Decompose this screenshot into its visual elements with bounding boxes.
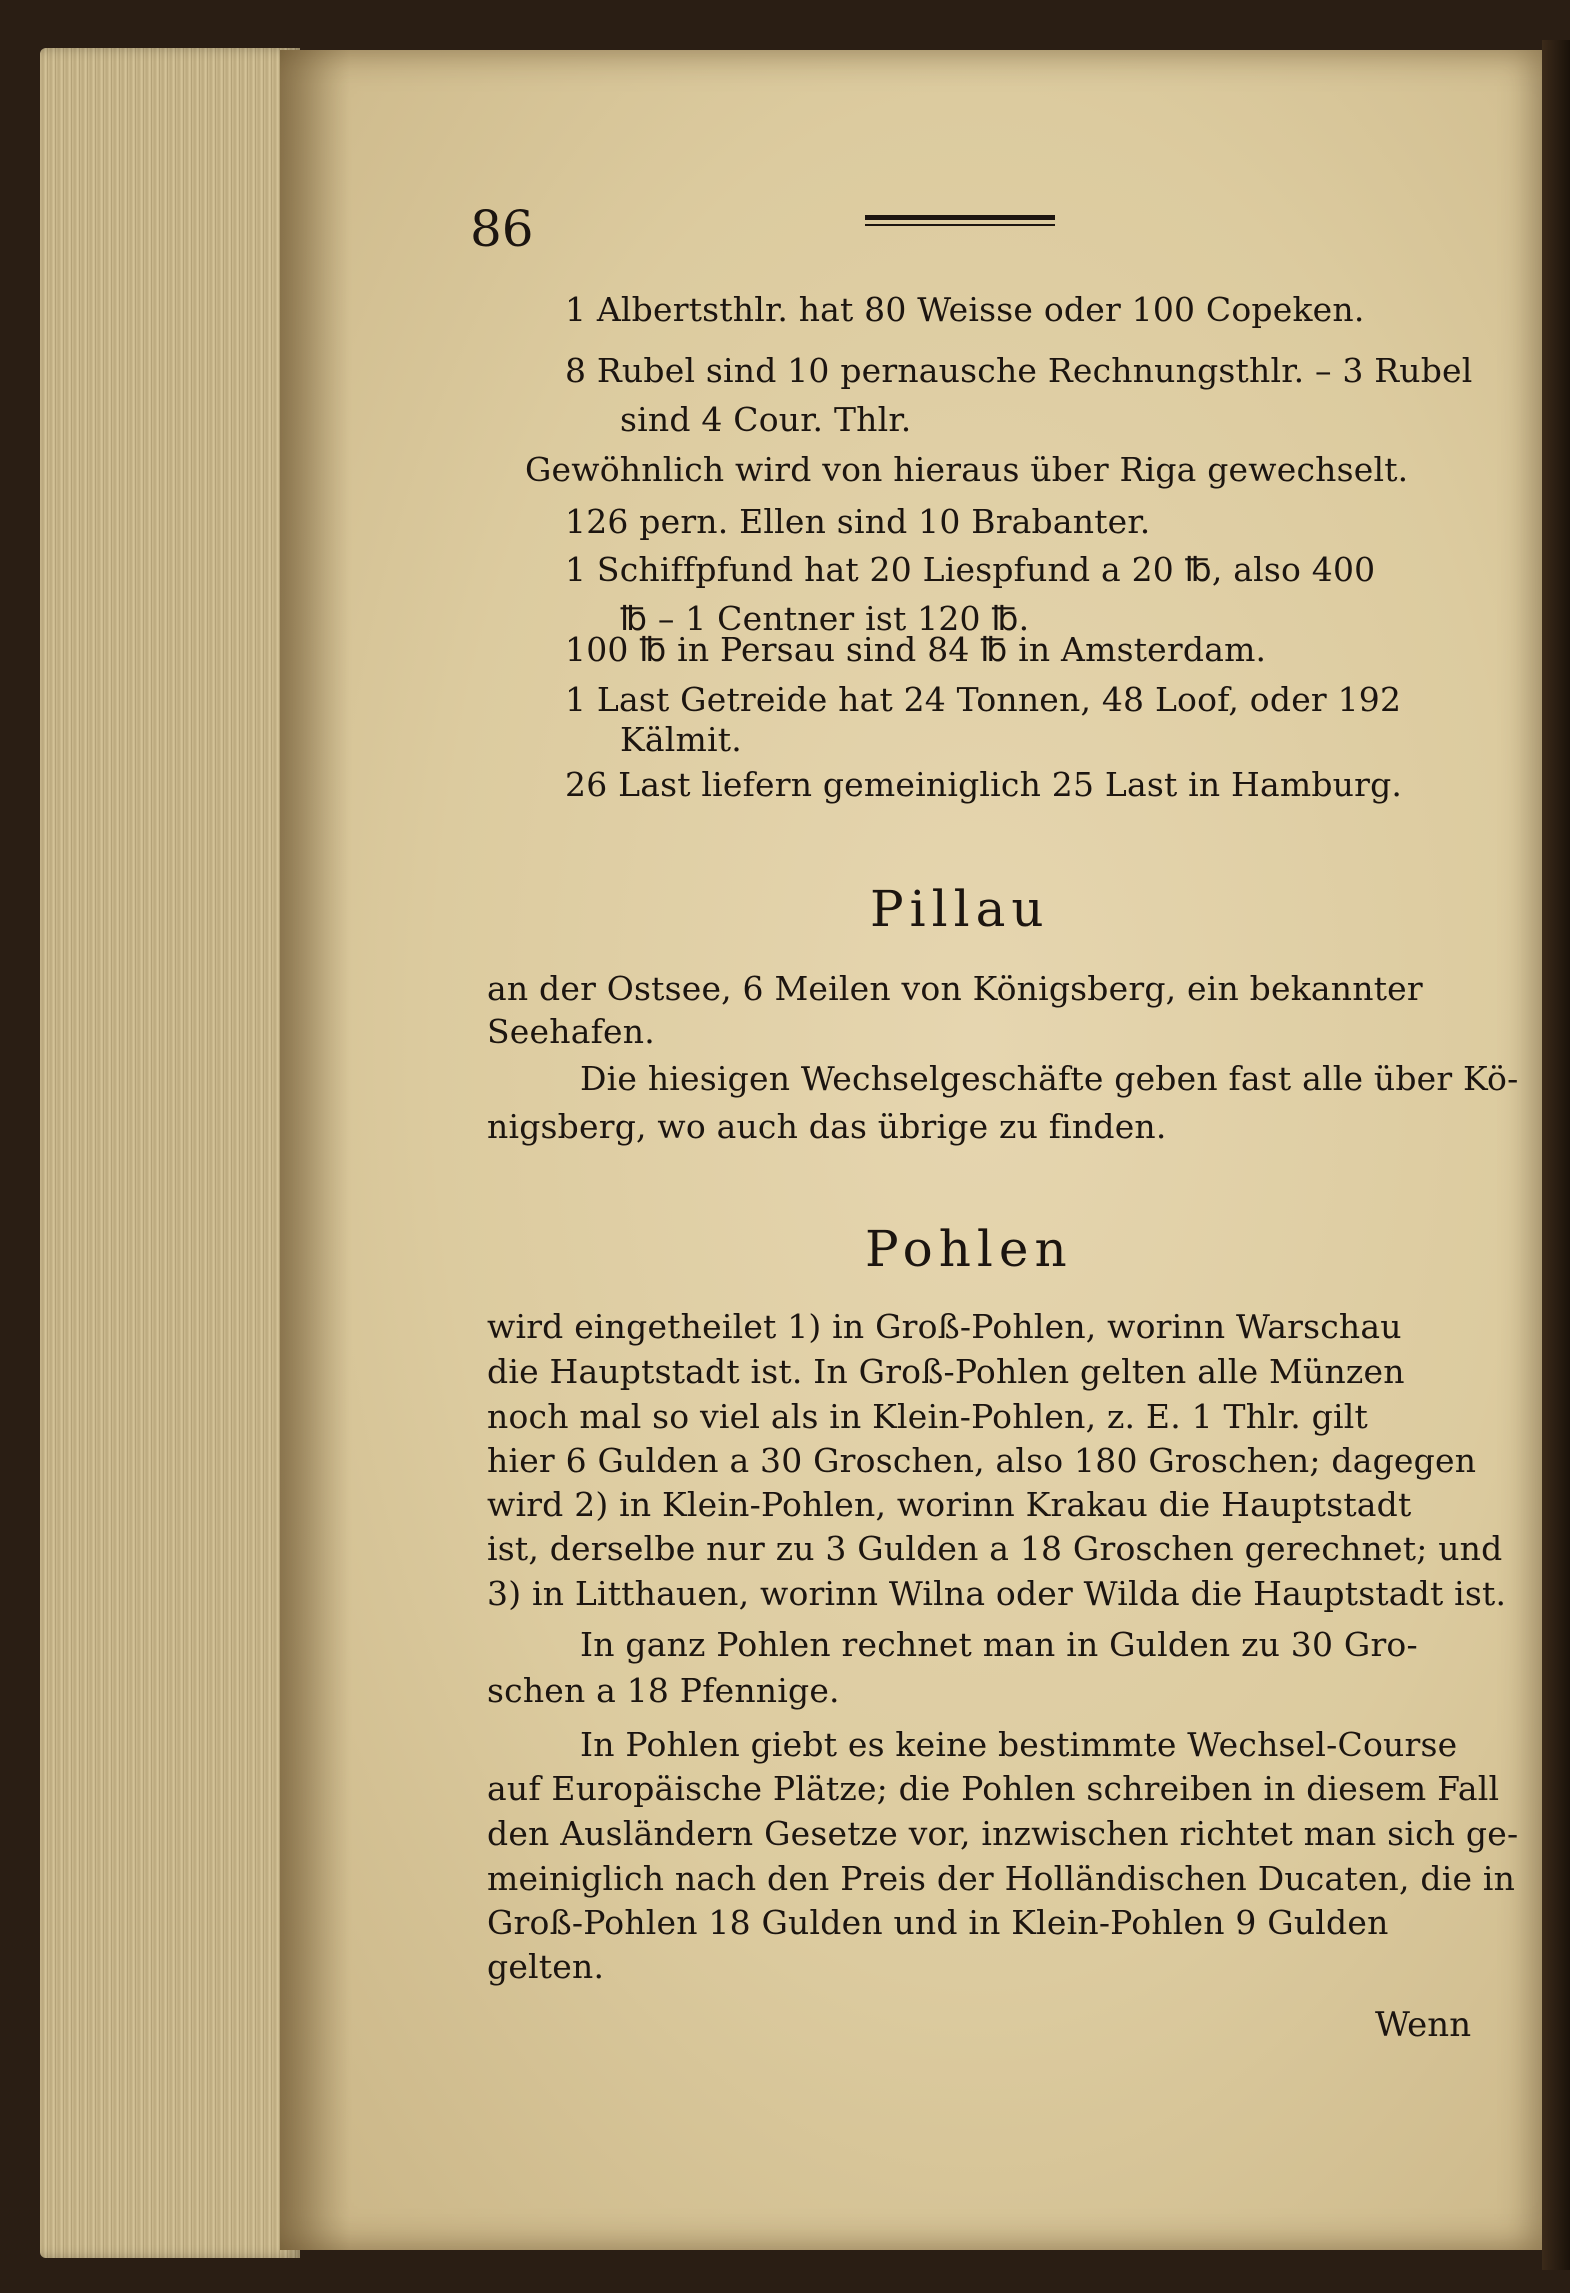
text-line: Groß-Pohlen 18 Gulden und in Klein-Pohlen 9 Gulden [487, 1903, 1389, 1942]
text-line: sind 4 Cour. Thlr. [620, 400, 912, 439]
text-line: 1 Schiffpfund hat 20 Liespfund a 20 ℔, also 400 [565, 550, 1376, 589]
text-line: 1 Albertsthlr. hat 80 Weisse oder 100 Copeken. [565, 290, 1365, 329]
text-line: noch mal so viel als in Klein-Pohlen, z. E. 1 Thlr. gilt [487, 1397, 1368, 1436]
page-number: 86 [470, 200, 534, 258]
book-cover-edge [1542, 40, 1570, 2270]
text-line: In Pohlen giebt es keine bestimmte Wechsel-Course [580, 1725, 1458, 1764]
text-line: Kälmit. [620, 720, 742, 759]
header-rule [865, 215, 1055, 230]
text-line: 1 Last Getreide hat 24 Tonnen, 48 Loof, oder 192 [565, 680, 1402, 719]
text-line: hier 6 Gulden a 30 Groschen, also 180 Groschen; dagegen [487, 1441, 1477, 1480]
text-line: meiniglich nach den Preis der Holländischen Ducaten, die in [487, 1859, 1516, 1898]
text-line: gelten. [487, 1947, 605, 1986]
text-line: an der Ostsee, 6 Meilen von Königsberg, ein bekannter [487, 969, 1423, 1008]
text-line: 26 Last liefern gemeiniglich 25 Last in Hamburg. [565, 765, 1403, 804]
section-heading-pillau: Pillau [870, 880, 1050, 938]
text-line: nigsberg, wo auch das übrige zu finden. [487, 1107, 1167, 1146]
text-line: 100 ℔ in Persau sind 84 ℔ in Amsterdam. [565, 630, 1267, 669]
text-line: Seehafen. [487, 1012, 655, 1051]
text-line: 8 Rubel sind 10 pernausche Rechnungsthlr. – 3 Rubel [565, 351, 1473, 390]
text-line: Gewöhnlich wird von hieraus über Riga gewechselt. [525, 450, 1409, 489]
text-line: ℔ – 1 Centner ist 120 ℔. [620, 599, 1030, 638]
text-line: 3) in Litthauen, worinn Wilna oder Wilda die Hauptstadt ist. [487, 1574, 1507, 1613]
text-line: den Ausländern Gesetze vor, inzwischen richtet man sich ge- [487, 1814, 1519, 1853]
text-line: Die hiesigen Wechselgeschäfte geben fast alle über Kö- [580, 1059, 1519, 1098]
section-heading-pohlen: Pohlen [865, 1220, 1073, 1278]
text-line: ist, derselbe nur zu 3 Gulden a 18 Groschen gerechnet; und [487, 1529, 1503, 1568]
text-line: auf Europäische Plätze; die Pohlen schreiben in diesem Fall [487, 1769, 1500, 1808]
catchword: Wenn [1375, 2005, 1472, 2045]
spine-shadow [280, 50, 350, 2250]
text-line: wird eingetheilet 1) in Groß-Pohlen, worinn Warschau [487, 1307, 1402, 1346]
text-line: die Hauptstadt ist. In Groß-Pohlen gelten alle Münzen [487, 1352, 1405, 1391]
text-line: wird 2) in Klein-Pohlen, worinn Krakau die Hauptstadt [487, 1485, 1412, 1524]
text-line: schen a 18 Pfennige. [487, 1671, 840, 1710]
text-line: 126 pern. Ellen sind 10 Brabanter. [565, 502, 1151, 541]
page-edges [40, 48, 300, 2258]
text-line: In ganz Pohlen rechnet man in Gulden zu 30 Gro- [580, 1625, 1418, 1664]
